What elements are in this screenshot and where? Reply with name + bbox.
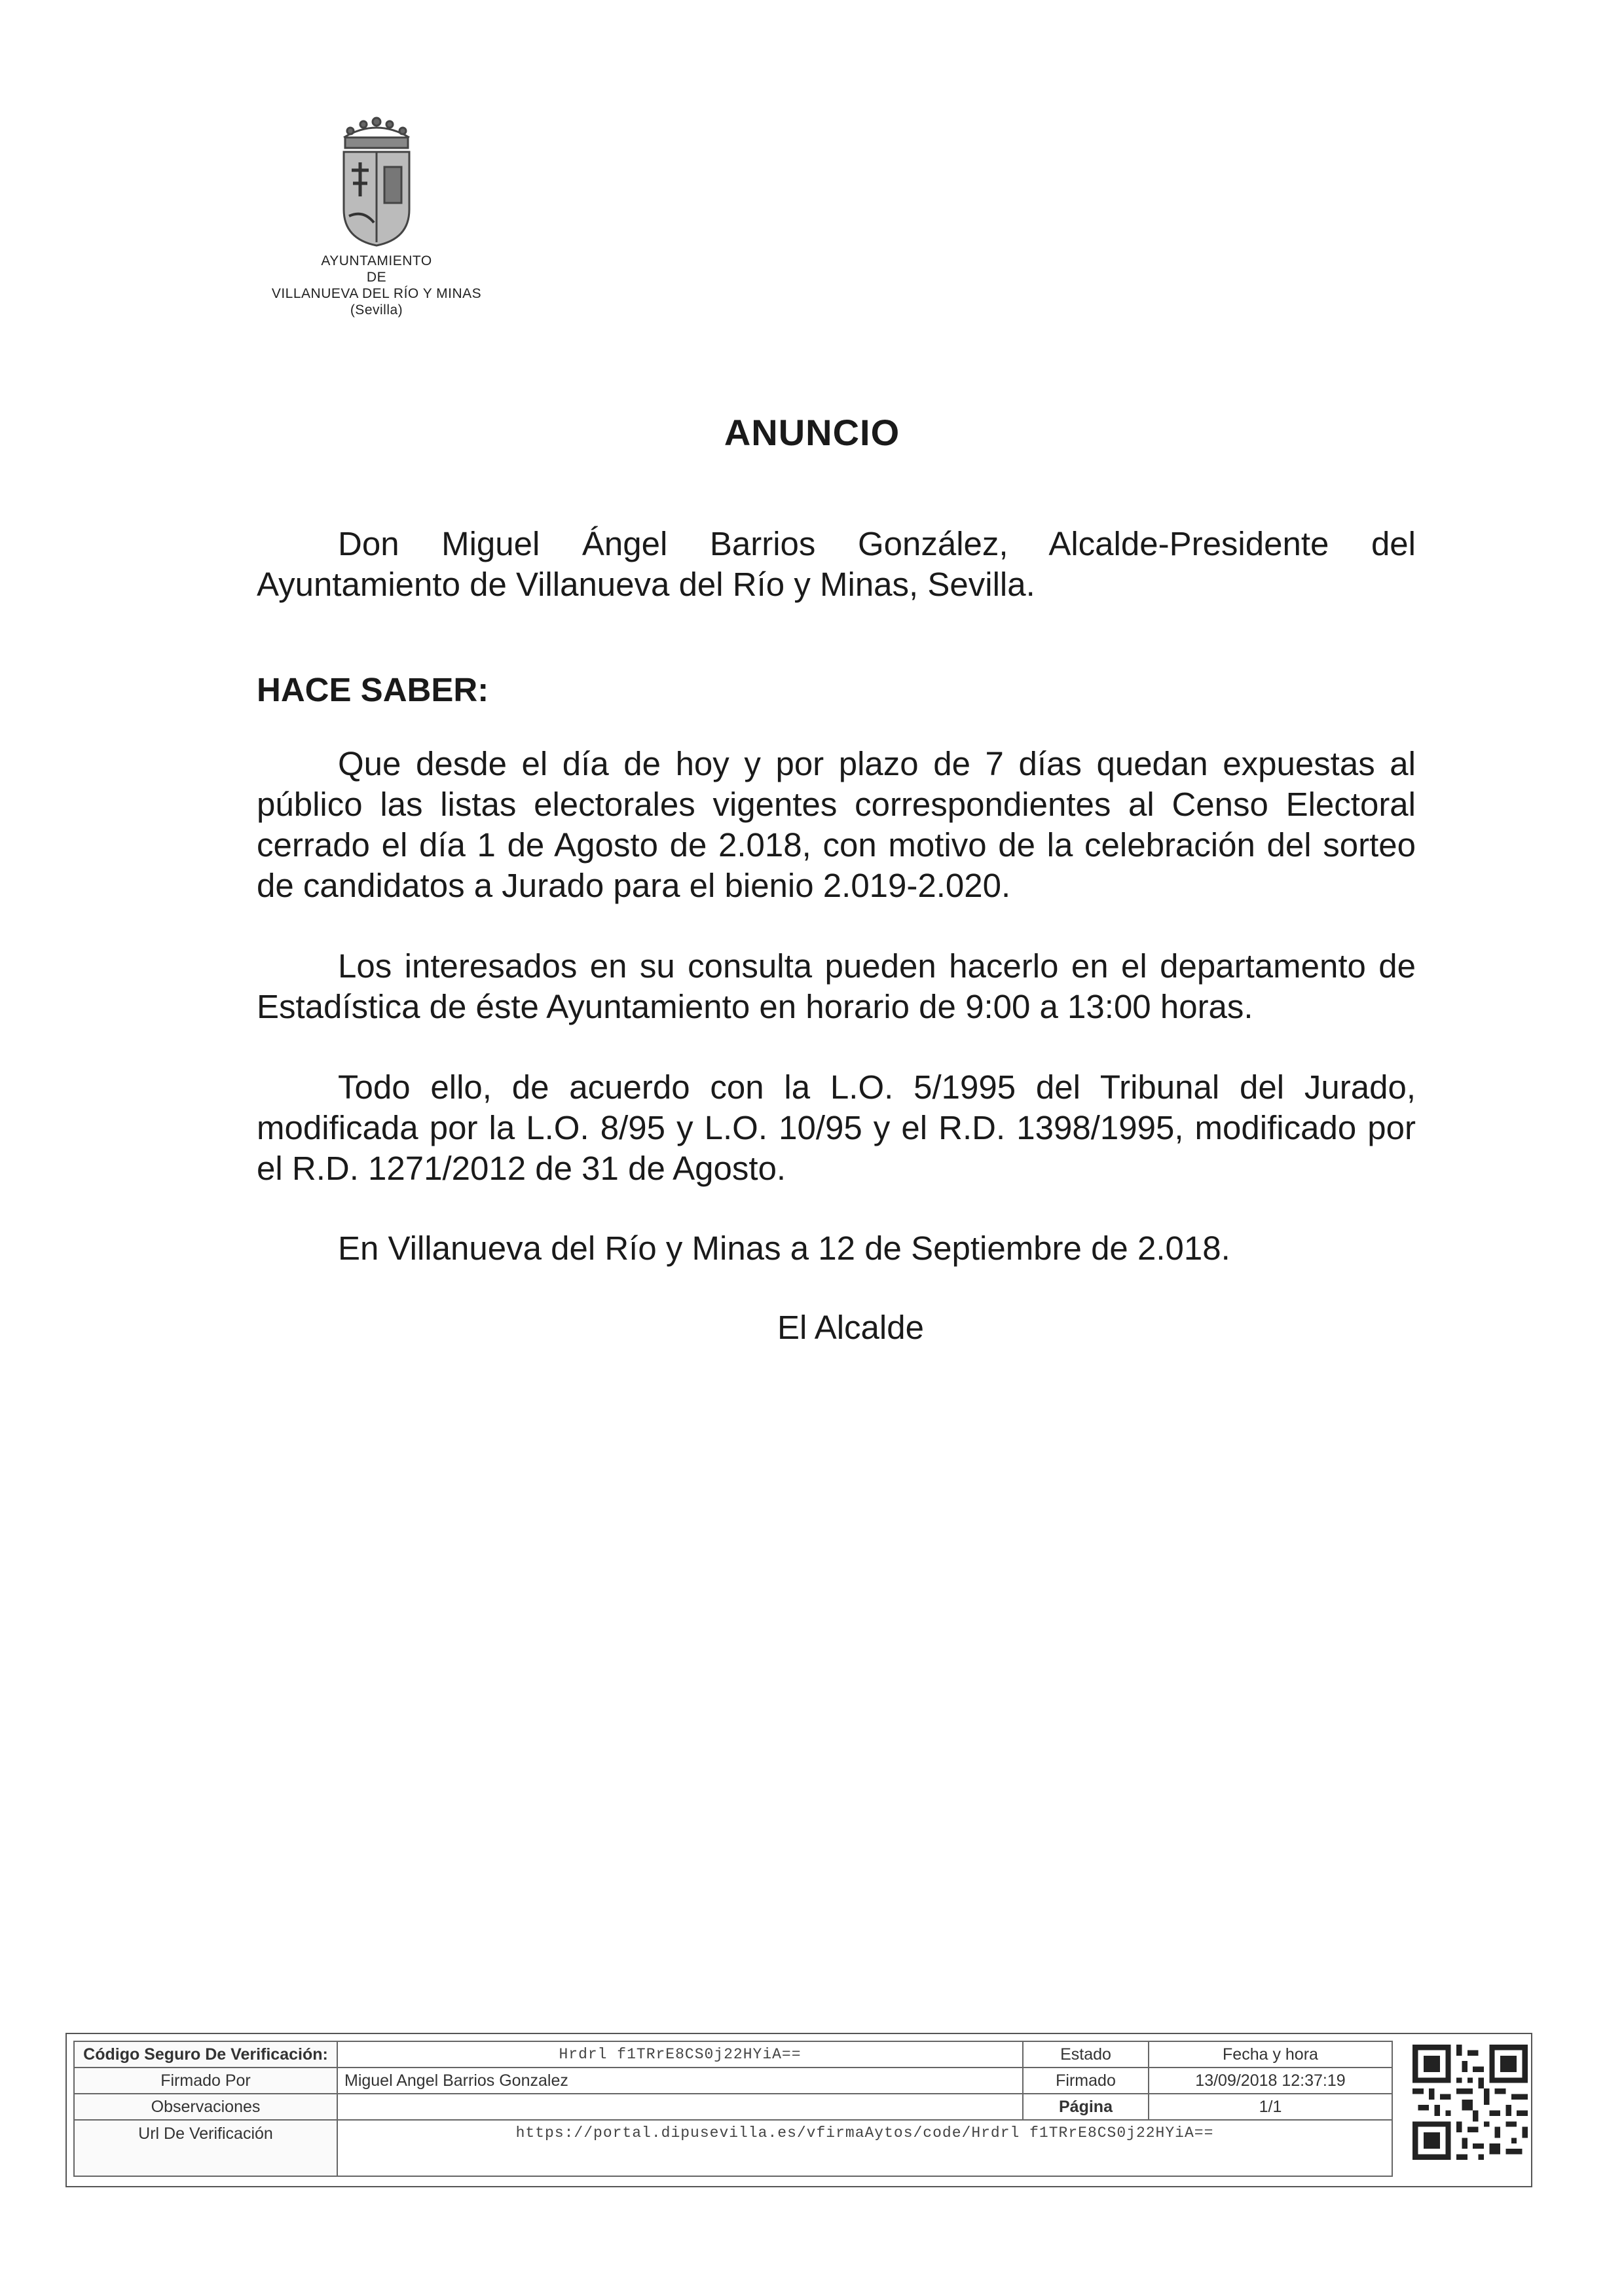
paragraph-place-date: En Villanueva del Río y Minas a 12 de Septiembre de 2.018. <box>338 1230 1230 1267</box>
firmado-por-label: Firmado Por <box>74 2068 337 2094</box>
estado-label: Estado <box>1023 2041 1149 2068</box>
paragraph-legal-basis: Todo ello, de acuerdo con la L.O. 5/1995 del Tribunal del Jurado, modificada por la L.O. 8/95 y L.O. 10/95 y el R.D. 1398/1995, modificado por el R.D. 1271/2012 de 31 de Agosto. <box>257 1068 1416 1187</box>
paragraph-consultation: Los interesados en su consulta pueden hacerlo en el departamento de Estadística de éste Ayuntamiento en horario de 9:00 a 13:00 horas. <box>257 947 1416 1025</box>
table-row <box>74 2120 1392 2176</box>
table-row <box>74 2041 1392 2068</box>
header-line-1: AYUNTAMIENTO <box>321 253 432 268</box>
page-title: ANUNCIO <box>724 412 900 453</box>
verification-box <box>65 2033 1532 2187</box>
paragraph-exposure: Que desde el día de hoy y por plazo de 7 días quedan expuestas al público las listas electorales vigentes correspondientes al Censo Electoral cerrado el día 1 de Agosto de 2.018, con motivo de la celebración del sorteo de candidatos a Jurado para el bienio 2.019-2.020. <box>257 745 1416 904</box>
verification-table <box>73 2041 1393 2177</box>
table-row <box>74 2094 1392 2120</box>
coat-of-arms-icon <box>331 111 422 249</box>
fecha-label: Fecha y hora <box>1149 2041 1392 2068</box>
header-line-4: (Sevilla) <box>350 302 403 318</box>
intro-paragraph: Don Miguel Ángel Barrios González, Alcalde-Presidente del Ayuntamiento de Villanueva del Río y Minas, Sevilla. <box>257 525 1416 603</box>
header-line-3: VILLANUEVA DEL RÍO Y MINAS <box>271 286 482 301</box>
header-line-2: DE <box>366 270 387 285</box>
table-row <box>74 2068 1392 2094</box>
url-value[interactable]: https://portal.dipusevilla.es/vfirmaAytos/code/Hrdrl f1TRrE8CS0j22HYiA== <box>337 2120 1392 2176</box>
pagina-value: 1/1 <box>1149 2094 1392 2120</box>
observaciones-value <box>337 2094 1023 2120</box>
codigo-label: Código Seguro De Verificación: <box>74 2041 337 2068</box>
pagina-label: Página <box>1023 2094 1149 2120</box>
firmado-por-value: Miguel Angel Barrios Gonzalez <box>337 2068 1023 2094</box>
url-label: Url De Verificación <box>74 2120 337 2176</box>
estado-value: Firmado <box>1023 2068 1149 2094</box>
hace-saber-heading: HACE SABER: <box>257 671 489 708</box>
fecha-value: 13/09/2018 12:37:19 <box>1149 2068 1392 2094</box>
observaciones-label: Observaciones <box>74 2094 337 2120</box>
signature-line: El Alcalde <box>777 1309 924 1346</box>
codigo-value: Hrdrl f1TRrE8CS0j22HYiA== <box>337 2041 1023 2068</box>
municipality-header <box>216 253 537 318</box>
qr-code-icon <box>1412 2045 1528 2160</box>
